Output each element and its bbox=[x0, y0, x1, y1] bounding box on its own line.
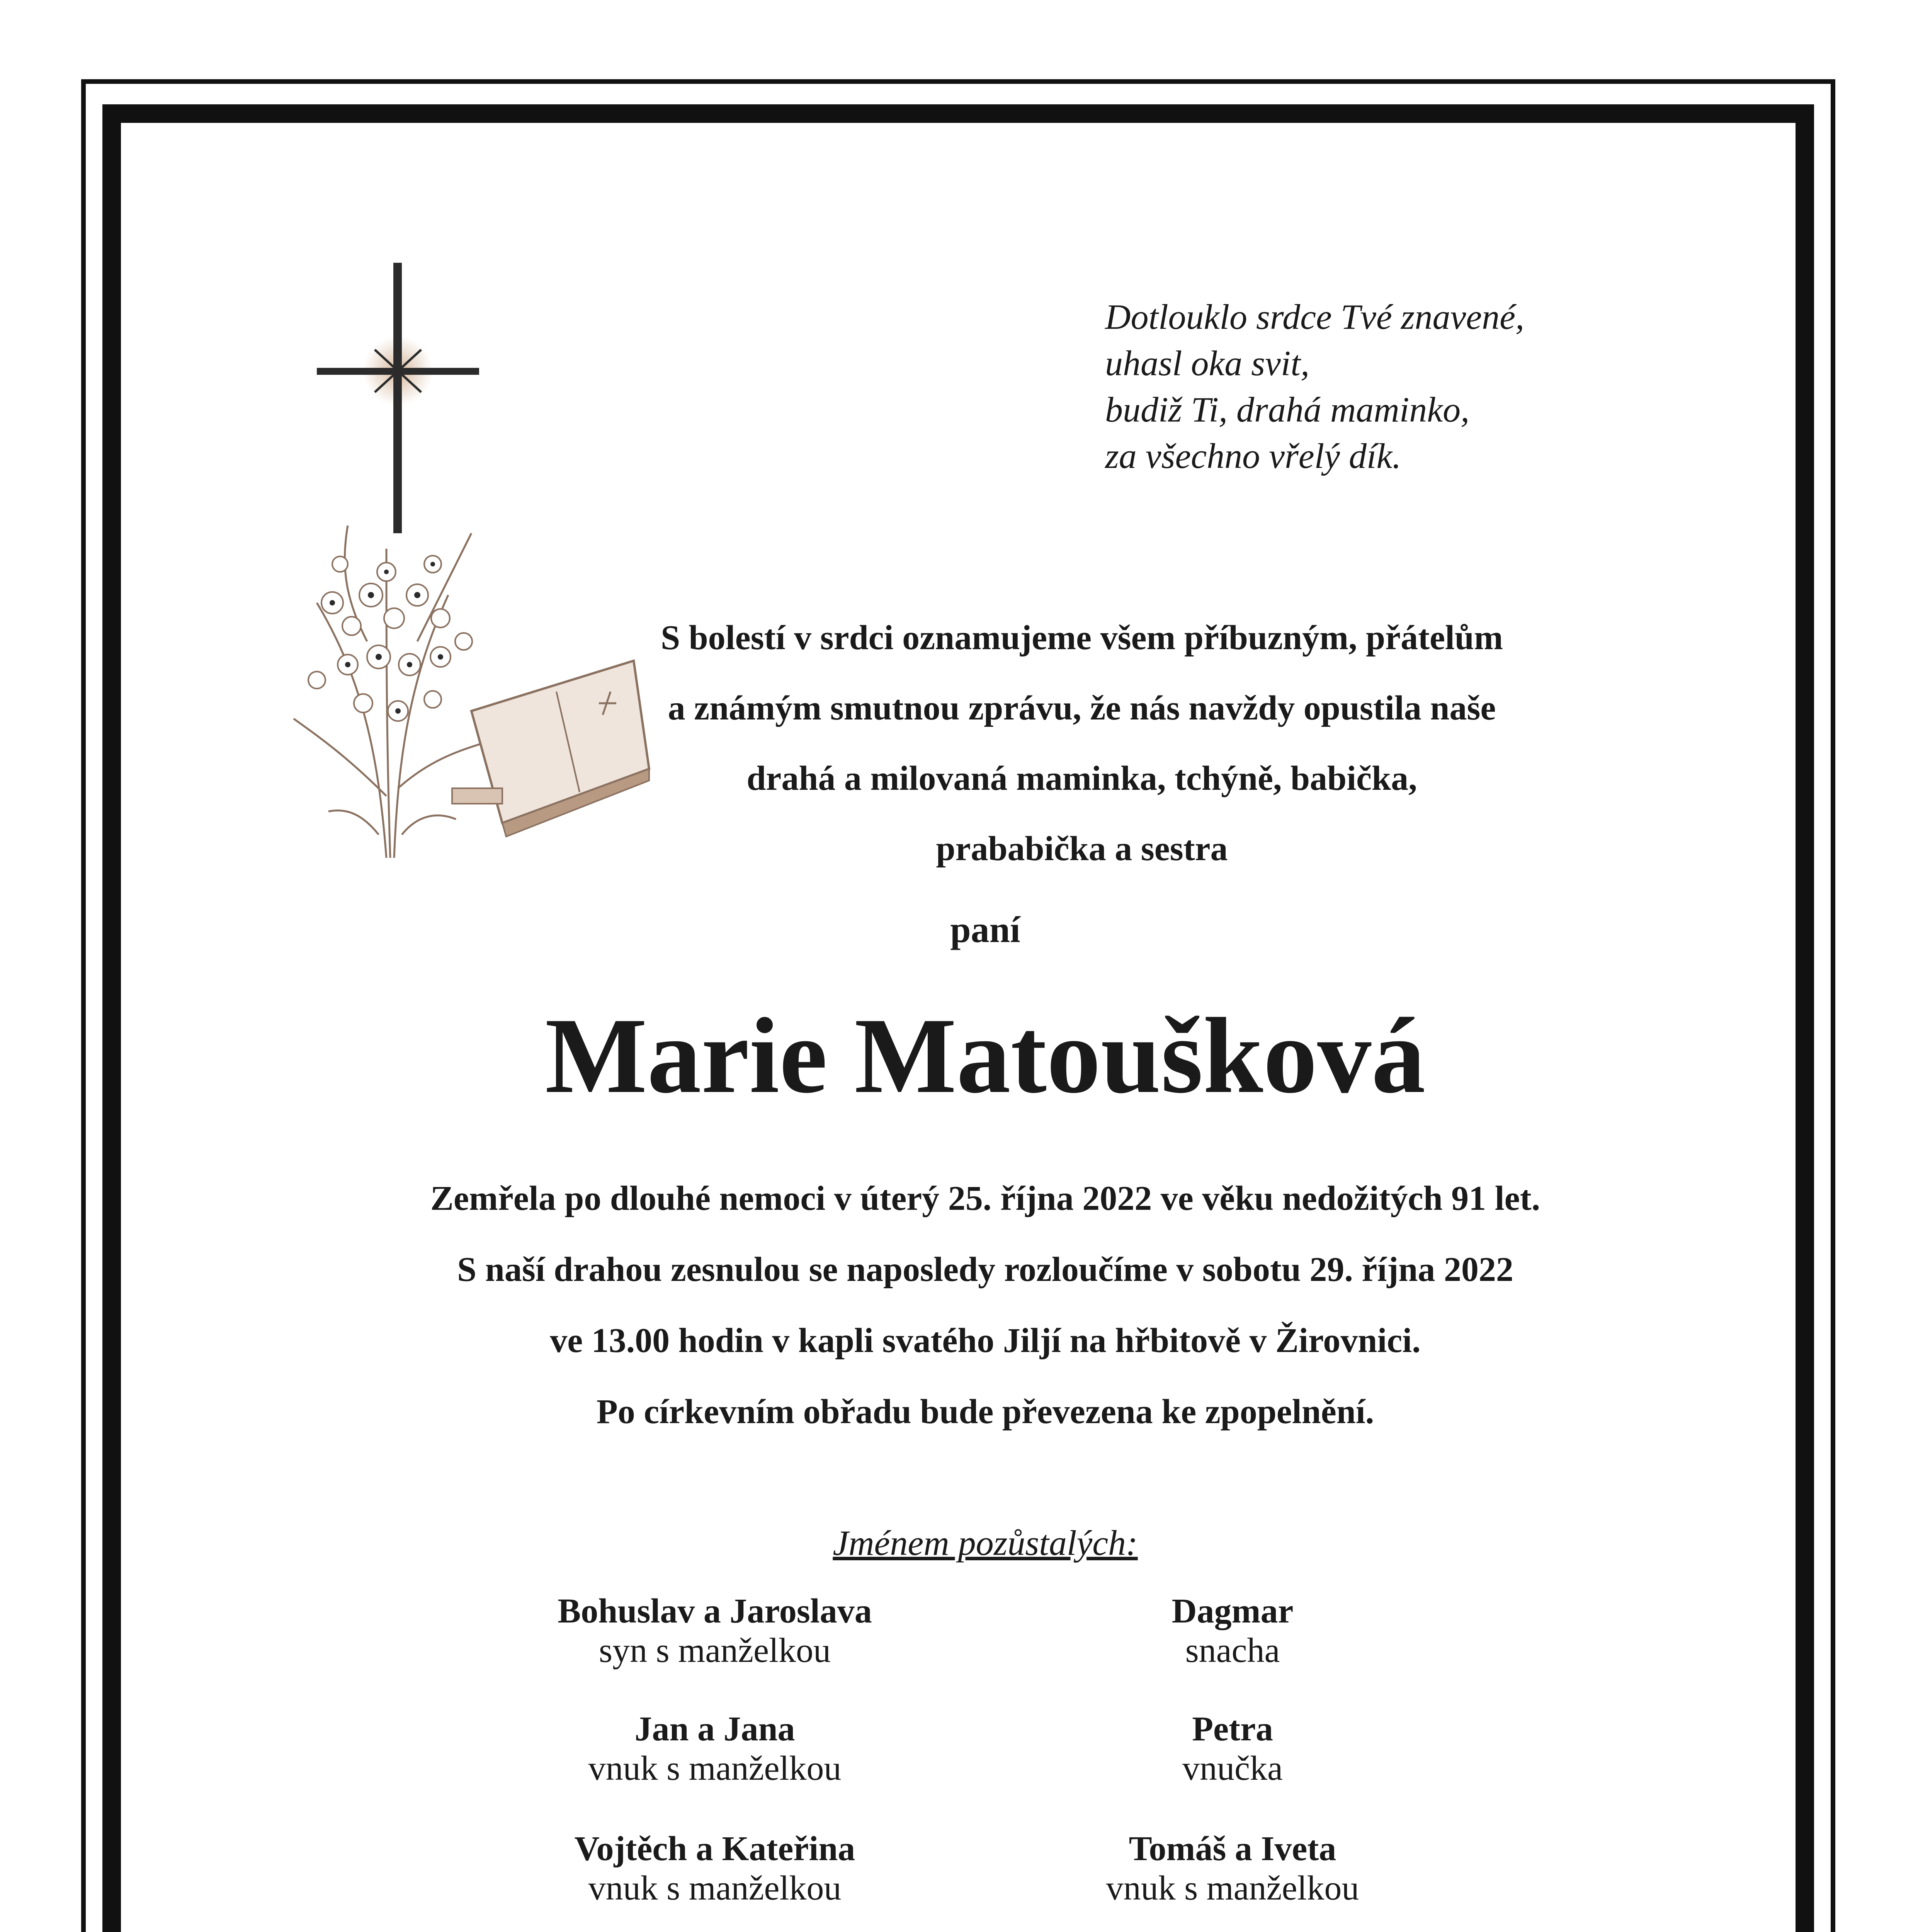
info-line: S naší drahou zesnulou se naposledy rozloučíme v sobotu 29. října 2022 bbox=[457, 1250, 1513, 1289]
survivor-relation: vnučka bbox=[1182, 1749, 1283, 1787]
poem-line: budiž Ti, drahá maminko, bbox=[1105, 390, 1470, 429]
poem-line: Dotlouklo srdce Tvé znavené, bbox=[1105, 297, 1524, 337]
intro-line: S bolestí v srdci oznamujeme všem příbuzným, přátelům bbox=[661, 619, 1503, 657]
survivor-entry bbox=[425, 1710, 1005, 1789]
poem-line: uhasl oka svit, bbox=[1105, 344, 1309, 383]
survivor-entry bbox=[943, 1710, 1522, 1789]
survivor-names: Jan a Jana bbox=[634, 1710, 795, 1748]
survivor-names: Tomáš a Iveta bbox=[1129, 1830, 1336, 1868]
survivor-relation: syn s manželkou bbox=[599, 1631, 831, 1670]
intro-line: prababička a sestra bbox=[936, 830, 1228, 868]
survivor-relation: vnuk s manželkou bbox=[588, 1749, 842, 1787]
cross-icon bbox=[317, 263, 479, 533]
announcement-intro bbox=[541, 603, 1623, 884]
survivor-names: Petra bbox=[1192, 1710, 1273, 1748]
info-line: ve 13.00 hodin v kapli svatého Jiljí na hřbitově v Žirovnici. bbox=[550, 1321, 1421, 1360]
survivor-entry bbox=[425, 1592, 1005, 1671]
survivors-heading: Jménem pozůstalých: bbox=[833, 1523, 1138, 1563]
survivor-entry bbox=[425, 1830, 1005, 1908]
intro-line: drahá a milovaná maminka, tchýně, babička, bbox=[746, 759, 1417, 798]
poem bbox=[1105, 294, 1723, 479]
info-line: Po církevním obřadu bude převezena ke zpopelnění. bbox=[596, 1393, 1374, 1431]
survivor-relation: snacha bbox=[1185, 1631, 1280, 1670]
deceased-title: paní bbox=[950, 909, 1020, 950]
survivor-names: Dagmar bbox=[1172, 1592, 1294, 1630]
survivor-names: Bohuslav a Jaroslava bbox=[558, 1592, 872, 1630]
survivor-relation: vnuk s manželkou bbox=[1106, 1869, 1359, 1907]
funeral-info bbox=[193, 1163, 1777, 1447]
info-line: Zemřela po dlouhé nemoci v úterý 25. října 2022 ve věku nedožitých 91 let. bbox=[430, 1179, 1541, 1218]
deceased-name: Marie Matoušková bbox=[545, 995, 1426, 1116]
survivor-names: Vojtěch a Kateřina bbox=[574, 1830, 855, 1868]
survivor-entry bbox=[943, 1592, 1522, 1671]
poem-line: za všechno vřelý dík. bbox=[1105, 436, 1401, 476]
survivor-entry bbox=[943, 1830, 1522, 1908]
survivor-relation: vnuk s manželkou bbox=[588, 1869, 842, 1907]
intro-line: a známým smutnou zprávu, že nás navždy opustila naše bbox=[668, 689, 1496, 727]
